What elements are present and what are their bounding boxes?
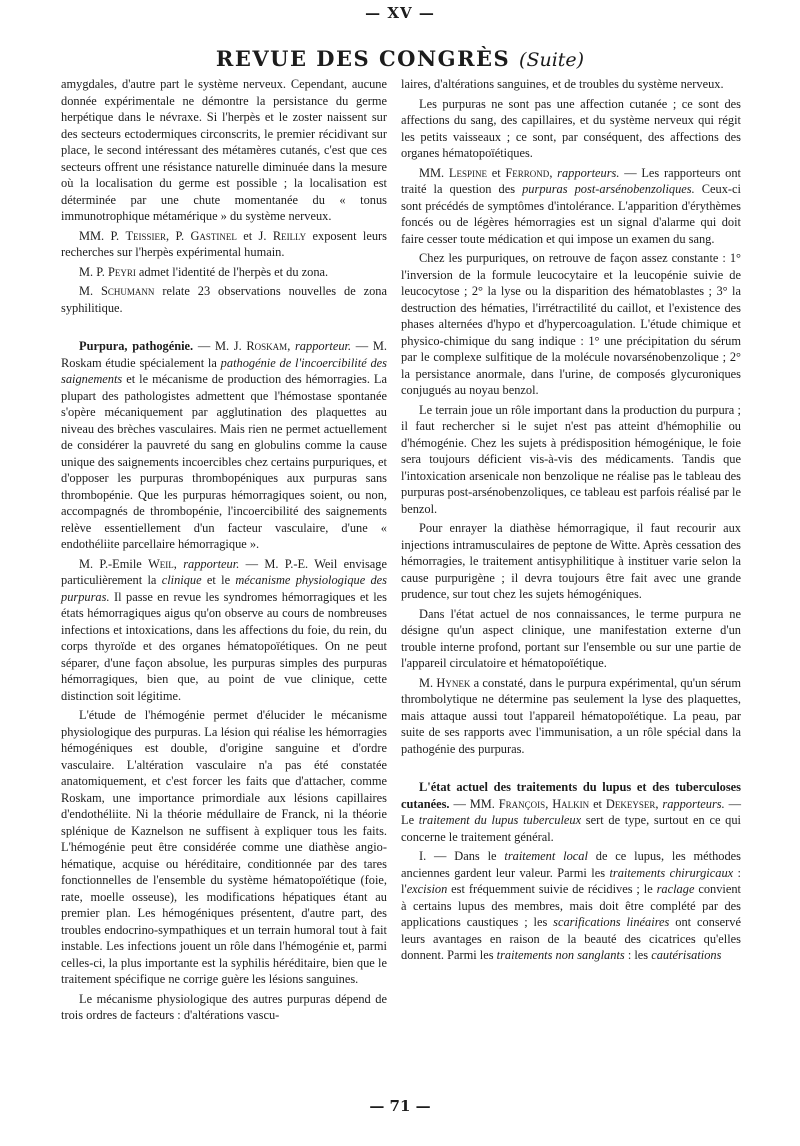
paragraph: amygdales, d'autre part le système nerveux. Cependant, aucune donnée expérimentale ne démontre la persistance du germe herpétique dans le névraxe. Si l'herpès et le zoster naissent sur des secteurs ectodermiques circonscrits, le premier récidivant sur place, le second intéressant des métamères cutanés, c'est que ces secteurs offrent une résistance naturelle diminuée dans la mesure où la localisation du germe est possible ; la localisation est déterminée par une chute momentanée du « tonus immunotrophique métamérique » du système nerveux. bbox=[61, 77, 387, 223]
author-name: Peyri bbox=[107, 264, 136, 279]
author-name: Schumann bbox=[101, 284, 155, 298]
author-name: Gastinel bbox=[190, 228, 237, 243]
author-name: François bbox=[498, 796, 546, 811]
paragraph: M. Schumann relate 23 observations nouvelles de zona syphilitique. bbox=[61, 284, 387, 315]
paragraph: laires, d'altérations sanguines, et de troubles du système nerveux. bbox=[401, 77, 724, 91]
section-heading: Purpura, pathogénie. bbox=[79, 339, 194, 353]
author-name: Weil bbox=[148, 556, 174, 571]
author-name: Halkin bbox=[552, 796, 590, 811]
section-paragraph: Purpura, pathogénie. — M. J. Roskam, rapporteur. — M. Roskam étudie spécialement la pathogénie de l'incoercibilité des saignements et le mécanisme de production des hémorragies. La plupart des pathologistes admettent que l'hémostase spontanée s'opère mécaniquement par agglutination des plaquettes au niveau des brèches vasculaires. Mais rien ne permet actuellement de considérer la pauvreté du sang en globulins comme la cause unique des saignements incoercibles chez certains purpuriques, et d'opposer les purpuras thrombopéniques aux purpuras sans thrombopénie. Que les purpuras hémorragiques soient, ou non, accompagnés de thrombopénie, l'incoercibilité des saignements relève essentiellement d'un facteur vasculaire, d'une « endothéliite parcellaire hémorragique ». bbox=[61, 339, 387, 551]
paragraph: Le terrain joue un rôle important dans la production du purpura ; il faut rechercher si le sujet n'est pas atteint d'hémophilie ou d'hémogénie. Chez les sujets à prédisposition hémogénique, le foie sera toujours déficient vis-à-vis des médicaments. Tandis que l'intoxication arsenicale non benzolique ne réalise pas le tableau des purpuras post-arsénobenzoliques, ce tableau est parfois réalisé par le benzol. bbox=[401, 402, 741, 516]
author-name: Teissier bbox=[125, 228, 167, 243]
paragraph: M. Hynek a constaté, dans le purpura expérimental, qu'un sérum thrombolytique ne détermine pas seulement la lyse des plaquettes, mais attaque aussi tout l'appareil hématopoïétique. La peau, par suite de ses rapports avec l'immunisation, a un rôle spécial dans la pathogénie des purpuras. bbox=[401, 675, 741, 756]
author-name: Hynek bbox=[436, 675, 471, 690]
paragraph: MM. P. Teissier, P. Gastinel et J. Reilly exposent leurs recherches sur l'herpès expérimental humain. bbox=[61, 228, 387, 259]
section-heading: L'état actuel des traitements du lupus et des tuberculoses cutanées. bbox=[401, 780, 741, 811]
journal-section-title: REVUE DES CONGRÈS bbox=[215, 46, 511, 71]
left-column bbox=[61, 76, 387, 1027]
paragraph: MM. Lespine et Ferrond, rapporteurs. — Les rapporteurs ont traité la question des purpuras post-arsénobenzoliques. Ceux-ci sont précédés de symptômes d'intolérance. L'apparition d'érythèmes foncés ou de légères hémorragies est un signal d'alarme qui doit faire cesser toute médication et qui impose un examen du sang. bbox=[401, 165, 741, 246]
author-name: Dekeyser bbox=[605, 796, 656, 811]
author-name: Ferrond bbox=[505, 165, 550, 180]
paragraph: I. — Dans le traitement local de ce lupus, les méthodes anciennes gardent leur valeur. Parmi les traitements chirurgicaux : l'excision est fréquemment suivie de récidives ; le raclage convient à certains lupus des membres, mais doit être complété par des applications caustiques ; les scarifications linéaires ont conservé leurs avantages en raison de la beauté des cicatrices qu'elles donnent. Parmi les traitements non sanglants : les cautérisations bbox=[401, 849, 742, 962]
right-column bbox=[401, 76, 741, 967]
running-header bbox=[0, 46, 800, 71]
paragraph: Pour enrayer la diathèse hémorragique, il faut recourir aux injections intramusculaires de peptone de Witte. Après cessation des hémorragies, le traitement antisyphilitique à instituer varie selon la cause purpurigène ; il devra toujours être fait avec une grande prudence, sur tout chez les sujets hémogéniques. bbox=[401, 521, 741, 601]
paragraph: Dans l'état actuel de nos connaissances, le terme purpura ne désigne qu'un aspect clinique, une manifestation externe d'un trouble interne profond, portant sur l'ensemble ou sur une partie de l'appareil circulatoire et hématopoïétique. bbox=[401, 606, 741, 670]
paragraph: Les purpuras ne sont pas une affection cutanée ; ce sont des affections du sang, des capillaires, et du système nerveux qui régit les petits vaisseaux ; ce sont, par conséquent, des affections des organes hématopoïétiques. bbox=[401, 96, 741, 160]
suite-label: (Suite) bbox=[519, 49, 585, 71]
author-name: Reilly bbox=[272, 228, 307, 243]
page-number: — 71 — bbox=[369, 1097, 431, 1115]
paragraph: Le mécanisme physiologique des autres purpuras dépend de trois ordres de facteurs : d'altérations vascu- bbox=[61, 991, 387, 1022]
paragraph: M. P. Peyri admet l'identité de l'herpès et du zona. bbox=[79, 264, 329, 279]
section-paragraph: L'état actuel des traitements du lupus et des tuberculoses cutanées. — MM. François, Halkin et Dekeyser, rapporteurs. — Le traitement du lupus tuberculeux sert de type, surtout en ce qui concerne le traitement général. bbox=[401, 780, 741, 844]
paragraph: Chez les purpuriques, on retrouve de façon assez constante : 1° l'inversion de la formule leucocytaire et la leucopénie suivie de leucocytose ; 2° la lyse ou la disparition des hématoblastes ; 3° la destruction des hématies, l'irrétractilité du caillot, et l'existence des phases alternées d'hypo et d'hypercoagulation. L'étude chimique et physico-chimique du sang indique : 1° une précipitation du sérum par le complexe sulfitique de la molécule novarsénobenzolique ; 2° la persistance anormale, dans l'urine, de composés glycuroniques conjugués au noyau benzol. bbox=[401, 251, 741, 397]
roman-page-number: — XV — bbox=[365, 4, 435, 22]
author-name: Lespine bbox=[448, 165, 487, 180]
author-name: Roskam bbox=[246, 339, 288, 353]
paragraph: M. P.-Emile Weil, rapporteur. — M. P.-E. Weil envisage particulièrement la clinique et le mécanisme physiologique des purpuras. Il passe en revue les syndromes hémorragiques et les états hémorragiques aigus qu'on observe au cours de nombreuses infections et intoxications, dans les affections du foie, du rein, du corps thyroïde et des organes hématopoïétiques. On ne peut séparer, d'une façon absolue, les purpuras simples des purpuras hémorragiques, bien que, au point de vue clinique, cette distinction soit légitime. bbox=[61, 556, 388, 703]
paragraph: L'étude de l'hémogénie permet d'élucider le mécanisme physiologique des purpuras. La lésion qui réalise les hémorragies hémogéniques est double, d'origine sanguine et d'ordre vasculaire. L'altération vasculaire n'a pas été constatée anatomiquement, et c'est forcer les faits que d'attacher, comme Roskam, une importance primordiale aux lésions capillaires d'endothéliite. Ni la théorie médullaire de Franck, ni la théorie splénique de Kaznelson ne suffisent à expliquer tous les faits. L'hémogénie peut être considérée comme une diathèse angio-hématique, acquise ou héréditaire, conditionnée par des tares fonctionnelles de l'ensemble du système hématopoïétique (foie, rate, moelle osseuse), les modifications hépatiques étant au premier plan. Les hémogéniques présentent, d'autre part, des troubles endocrino-sympathiques et un terrain humoral tout à fait instable. Les infections jouent un rôle dans l'hémogénie et, parmi celles-ci, la plus importante est la syphilis héréditaire, bien que le traitement spécifique ne corrige guère les lésions sanguines. bbox=[61, 708, 387, 986]
